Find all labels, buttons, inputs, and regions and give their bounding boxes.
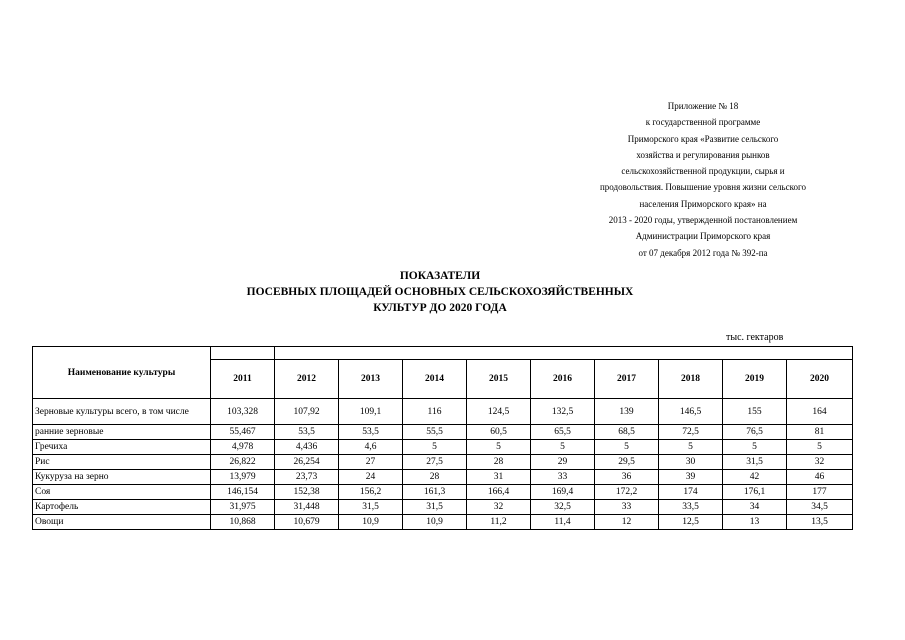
- value-cell: 5: [403, 440, 467, 455]
- appendix-line: 2013 - 2020 годы, утвержденной постановлением: [608, 215, 798, 226]
- column-header-year: 2015: [467, 360, 531, 399]
- appendix-line: продовольствия. Повышение уровня жизни сельского: [599, 182, 807, 193]
- value-cell: 36: [595, 470, 659, 485]
- crop-name-cell: Овощи: [33, 515, 211, 530]
- appendix-line: сельскохозяйственной продукции, сырья и: [621, 166, 785, 177]
- value-cell: 13: [723, 515, 787, 530]
- value-cell: 4,978: [211, 440, 275, 455]
- value-cell: 155: [723, 399, 787, 425]
- column-header-year: 2020: [787, 360, 853, 399]
- value-cell: 29: [531, 455, 595, 470]
- value-cell: 32: [467, 500, 531, 515]
- header-spacer-row: [33, 347, 853, 360]
- table-row: [33, 485, 853, 500]
- appendix-line: Администрации Приморского края: [635, 231, 771, 242]
- table-row: [33, 440, 853, 455]
- crop-name-cell: Рис: [33, 455, 211, 470]
- value-cell: 34: [723, 500, 787, 515]
- value-cell: 109,1: [339, 399, 403, 425]
- appendix-line: к государственной программе: [645, 117, 761, 128]
- value-cell: 31,5: [723, 455, 787, 470]
- value-cell: 5: [787, 440, 853, 455]
- value-cell: 10,9: [403, 515, 467, 530]
- crop-name-cell: Картофель: [33, 500, 211, 515]
- value-cell: 33: [531, 470, 595, 485]
- value-cell: 11,4: [531, 515, 595, 530]
- unit-label: тыс. гектаров: [726, 332, 784, 343]
- value-cell: 31,975: [211, 500, 275, 515]
- value-cell: 26,822: [211, 455, 275, 470]
- value-cell: 34,5: [787, 500, 853, 515]
- title-line: ПОСЕВНЫХ ПЛОЩАДЕЙ ОСНОВНЫХ СЕЛЬСКОХОЗЯЙСТВЕННЫХ: [246, 286, 634, 298]
- title-line: ПОКАЗАТЕЛИ: [399, 270, 481, 282]
- value-cell: 176,1: [723, 485, 787, 500]
- value-cell: 5: [595, 440, 659, 455]
- value-cell: 27: [339, 455, 403, 470]
- value-cell: 53,5: [275, 425, 339, 440]
- crop-name-cell: Гречиха: [33, 440, 211, 455]
- crop-area-table: [32, 346, 853, 530]
- value-cell: 39: [659, 470, 723, 485]
- crop-name-cell: Соя: [33, 485, 211, 500]
- value-cell: 13,979: [211, 470, 275, 485]
- value-cell: 172,2: [595, 485, 659, 500]
- value-cell: 124,5: [467, 399, 531, 425]
- appendix-line: населения Приморского края» на: [639, 198, 767, 209]
- title-line: КУЛЬТУР ДО 2020 ГОДА: [373, 302, 507, 314]
- table-row: [33, 470, 853, 485]
- value-cell: 5: [531, 440, 595, 455]
- table-row: [33, 500, 853, 515]
- value-cell: 5: [723, 440, 787, 455]
- value-cell: 55,5: [403, 425, 467, 440]
- value-cell: 166,4: [467, 485, 531, 500]
- crop-name-cell: ранние зерновые: [33, 425, 211, 440]
- value-cell: 81: [787, 425, 853, 440]
- value-cell: 32,5: [531, 500, 595, 515]
- table-row: [33, 425, 853, 440]
- value-cell: 30: [659, 455, 723, 470]
- crop-name-cell: Зерновые культуры всего, в том числе: [33, 399, 211, 425]
- value-cell: 72,5: [659, 425, 723, 440]
- value-cell: 10,679: [275, 515, 339, 530]
- value-cell: 4,6: [339, 440, 403, 455]
- value-cell: 55,467: [211, 425, 275, 440]
- column-header-year: 2011: [211, 360, 275, 399]
- appendix-line: Приложение № 18: [667, 101, 739, 111]
- value-cell: 4,436: [275, 440, 339, 455]
- value-cell: 32: [787, 455, 853, 470]
- value-cell: 161,3: [403, 485, 467, 500]
- value-cell: 139: [595, 399, 659, 425]
- header-spacer-cell: [275, 347, 853, 360]
- table-row: [33, 455, 853, 470]
- value-cell: 10,868: [211, 515, 275, 530]
- column-header-year: 2019: [723, 360, 787, 399]
- value-cell: 11,2: [467, 515, 531, 530]
- column-header-year: 2012: [275, 360, 339, 399]
- value-cell: 29,5: [595, 455, 659, 470]
- value-cell: 10,9: [339, 515, 403, 530]
- value-cell: 76,5: [723, 425, 787, 440]
- value-cell: 26,254: [275, 455, 339, 470]
- column-header-year: 2013: [339, 360, 403, 399]
- value-cell: 146,154: [211, 485, 275, 500]
- document-title: [130, 268, 750, 316]
- value-cell: 53,5: [339, 425, 403, 440]
- value-cell: 27,5: [403, 455, 467, 470]
- value-cell: 24: [339, 470, 403, 485]
- value-cell: 146,5: [659, 399, 723, 425]
- value-cell: 68,5: [595, 425, 659, 440]
- value-cell: 65,5: [531, 425, 595, 440]
- appendix-line: Приморского края «Развитие сельского: [627, 133, 779, 144]
- value-cell: 5: [467, 440, 531, 455]
- header-spacer-cell: [211, 347, 275, 360]
- value-cell: 33,5: [659, 500, 723, 515]
- value-cell: 31,448: [275, 500, 339, 515]
- column-header-name: Наименование культуры: [33, 347, 211, 399]
- value-cell: 152,38: [275, 485, 339, 500]
- column-header-year: 2014: [403, 360, 467, 399]
- value-cell: 12: [595, 515, 659, 530]
- value-cell: 169,4: [531, 485, 595, 500]
- column-header-year: 2018: [659, 360, 723, 399]
- crop-name-cell: Кукуруза на зерно: [33, 470, 211, 485]
- value-cell: 13,5: [787, 515, 853, 530]
- value-cell: 42: [723, 470, 787, 485]
- value-cell: 28: [467, 455, 531, 470]
- value-cell: 107,92: [275, 399, 339, 425]
- value-cell: 164: [787, 399, 853, 425]
- value-cell: 177: [787, 485, 853, 500]
- value-cell: 31,5: [403, 500, 467, 515]
- value-cell: 174: [659, 485, 723, 500]
- table-row: [33, 515, 853, 530]
- appendix-line: хозяйства и регулирования рынков: [636, 149, 770, 160]
- table-row: [33, 399, 853, 425]
- value-cell: 5: [659, 440, 723, 455]
- value-cell: 12,5: [659, 515, 723, 530]
- value-cell: 23,73: [275, 470, 339, 485]
- value-cell: 103,328: [211, 399, 275, 425]
- value-cell: 116: [403, 399, 467, 425]
- column-header-year: 2017: [595, 360, 659, 399]
- appendix-block: [548, 98, 858, 261]
- appendix-line: от 07 декабря 2012 года № 392-па: [638, 247, 768, 258]
- value-cell: 60,5: [467, 425, 531, 440]
- value-cell: 28: [403, 470, 467, 485]
- value-cell: 31: [467, 470, 531, 485]
- value-cell: 31,5: [339, 500, 403, 515]
- value-cell: 156,2: [339, 485, 403, 500]
- value-cell: 132,5: [531, 399, 595, 425]
- value-cell: 46: [787, 470, 853, 485]
- column-header-year: 2016: [531, 360, 595, 399]
- value-cell: 33: [595, 500, 659, 515]
